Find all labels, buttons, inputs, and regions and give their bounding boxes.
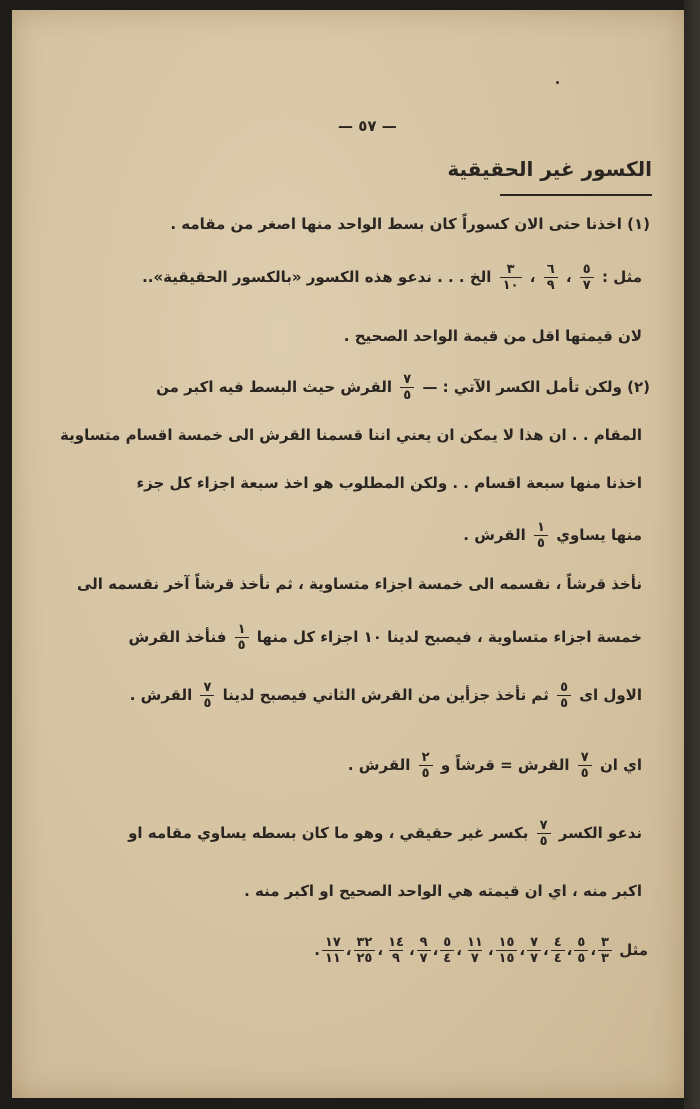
example-line-3: مثل $\frac{٣}{٣}$ ، $\frac{٥}{٥}$ ، $\frac{٤}{٤}$ ، $\frac{٧}{٧}$ ، $\frac{١٥}{١٥}$ ، $\frac{١١}{٧}$ ، $\frac{٥}{٤}$ ، $\frac{٩}{٧}$ ، $\frac{١٤}{٩}$ ، $\frac{٣٢}{٢٥}$ ، $\frac{١٧}{١١}$ . bbox=[314, 935, 648, 966]
paragraph-2-line-3: اخذنا منها سبعة اقسام . . ولكن المطلوب هو اخذ سبعة اجزاء كل جزء bbox=[136, 474, 642, 492]
fraction: $\frac{١}{٥}$ bbox=[534, 520, 548, 551]
fraction: $\frac{٥}{٥}$ bbox=[557, 680, 571, 711]
paragraph-1: (١) اخذنا حتى الان كسوراً كان بسط الواحد منها اصغر من مقامه . bbox=[170, 215, 650, 233]
example-suffix: الخ . . . ندعو هذه الكسور «بالكسور الحقيقية».. bbox=[142, 268, 492, 286]
fraction: $\frac{١٤}{٩}$ bbox=[388, 935, 404, 966]
fraction: $\frac{١٥}{١٥}$ bbox=[496, 935, 518, 966]
fraction: $\frac{٧}{٥}$ bbox=[200, 680, 214, 711]
fraction: $\frac{١١}{٧}$ bbox=[466, 935, 483, 966]
paragraph-3-line-3: الاول اى $\frac{٥}{٥}$ ثم نأخذ جزأين من القرش الثاني فيصبح لدينا $\frac{٧}{٥}$ القرش . bbox=[129, 680, 642, 711]
fraction: $\frac{٧}{٥}$ bbox=[400, 372, 414, 403]
paragraph-2-line-4: منها يساوي $\frac{١}{٥}$ القرش . bbox=[463, 520, 642, 551]
page-edge bbox=[684, 0, 700, 1109]
fraction: $\frac{١٧}{١١}$ bbox=[322, 935, 344, 966]
paragraph-2-line-1: (٢) ولكن تأمل الكسر الآتي : — $\frac{٧}{٥}$ القرش حيث البسط فيه اكبر من bbox=[156, 372, 650, 403]
page-number: — ٥٧ — bbox=[338, 117, 397, 135]
fraction: $\frac{٤}{٤}$ bbox=[551, 935, 565, 966]
equation-line: اي ان $\frac{٧}{٥}$ القرش = قرشاً و $\frac{٢}{٥}$ القرش . bbox=[347, 750, 642, 781]
paragraph-2-line-2: المقام . . ان هذا لا يمكن ان يعني اننا قسمنا القرش الى خمسة اقسام متساوية bbox=[60, 426, 642, 444]
speck bbox=[556, 81, 559, 84]
title-underline bbox=[500, 194, 652, 196]
fraction: $\frac{١}{٥}$ bbox=[235, 622, 249, 653]
example-prefix: مثل bbox=[619, 941, 648, 959]
fraction: $\frac{٣٢}{٢٥}$ bbox=[354, 935, 376, 966]
fraction: $\frac{٧}{٧}$ bbox=[527, 935, 541, 966]
fraction: $\frac{٥}{٧}$ bbox=[580, 262, 594, 293]
example-prefix: مثل : bbox=[601, 268, 642, 286]
paragraph-3-line-2: خمسة اجزاء متساوية ، فيصبح لدينا ١٠ اجزاء كل منها $\frac{١}{٥}$ فنأخذ القرش bbox=[128, 622, 642, 653]
fraction: $\frac{٥}{٥}$ bbox=[574, 935, 588, 966]
example-line-1: مثل : $\frac{٥}{٧}$ ، $\frac{٦}{٩}$ ، $\frac{٣}{١٠}$ الخ . . . ندعو هذه الكسور «بالكسور الحقيقية».. bbox=[142, 262, 642, 293]
paragraph-4-line-1: ندعو الكسر $\frac{٧}{٥}$ بكسر غير حقيقي ، وهو ما كان بسطه يساوي مقامه او bbox=[128, 818, 642, 849]
fraction: $\frac{٧}{٥}$ bbox=[578, 750, 592, 781]
example-line-2: لان قيمتها اقل من قيمة الواحد الصحيح . bbox=[343, 327, 642, 345]
paragraph-3-line-1: نأخذ قرشاً ، نقسمه الى خمسة اجزاء متساوية ، ثم نأخذ قرشاً آخر نقسمه الى bbox=[76, 575, 642, 593]
fraction: $\frac{٩}{٧}$ bbox=[417, 935, 431, 966]
fraction: $\frac{٢}{٥}$ bbox=[419, 750, 433, 781]
fraction: $\frac{٥}{٤}$ bbox=[440, 935, 454, 966]
fraction: $\frac{٣}{٣}$ bbox=[598, 935, 612, 966]
section-title: الكسور غير الحقيقية bbox=[447, 157, 652, 181]
paragraph-4-line-2: اكبر منه ، اي ان قيمته هي الواحد الصحيح او اكبر منه . bbox=[244, 882, 642, 900]
fraction: $\frac{٦}{٩}$ bbox=[544, 262, 558, 293]
fraction: $\frac{٣}{١٠}$ bbox=[500, 262, 522, 293]
fraction: $\frac{٧}{٥}$ bbox=[537, 818, 551, 849]
